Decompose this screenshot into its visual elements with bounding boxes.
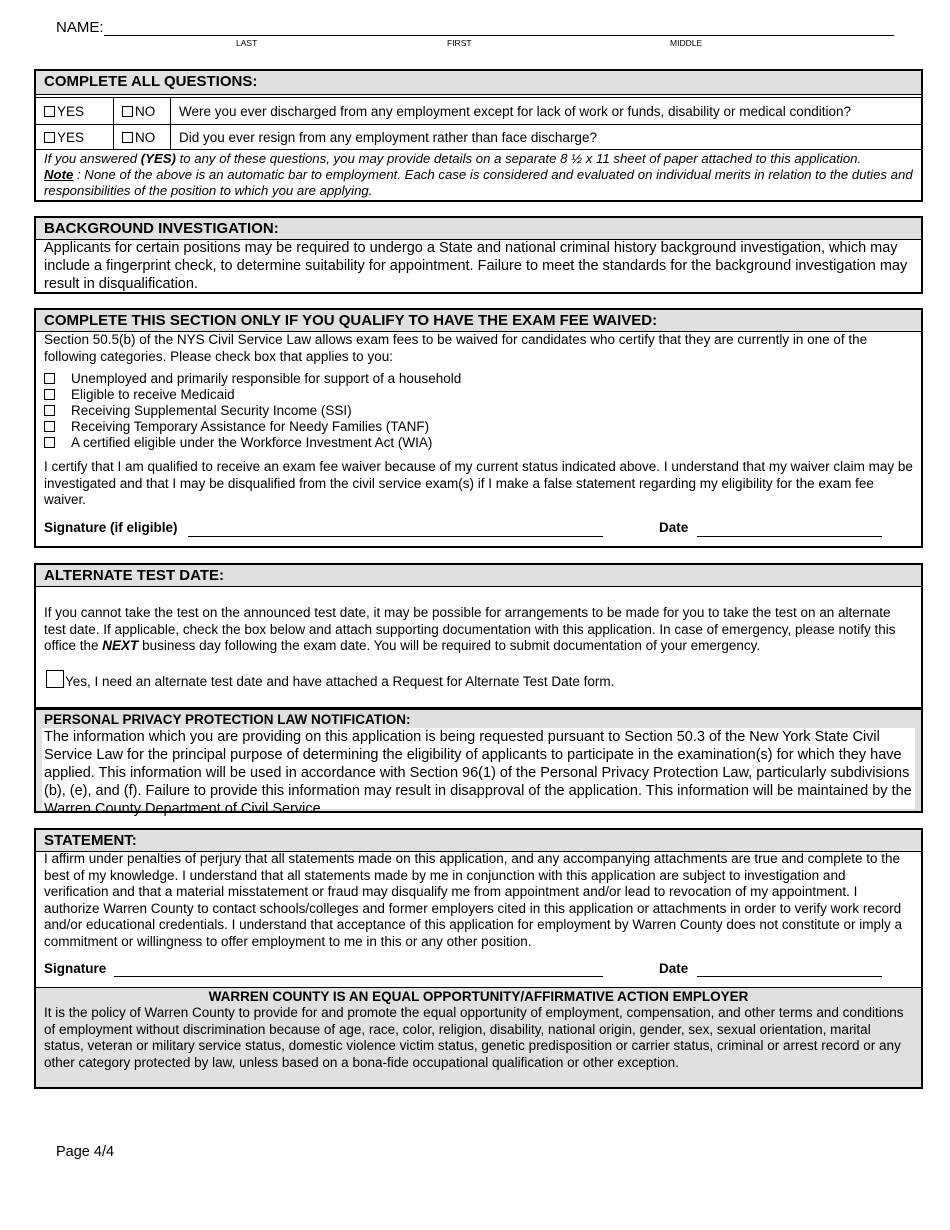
eeo-text: It is the policy of Warren County to provide for and promote the equal opportunity of employment, compensation, and other terms and conditions of employment without discrimination because of age, race, color, religion, disability, national origin, gender, sex, sexual orientation, marital status, veteran or military service status, domestic violence victim status, genetic predisposition or carrier status, criminal or arrest record or any other category protected by law, unless based on a bona-fide occupational qualification or other exception. (44, 1005, 904, 1070)
fee-signature-label: Signature (if eligible) (44, 520, 178, 535)
q1-no[interactable] (114, 98, 171, 124)
questions-note (44, 151, 915, 199)
q1-yes-checkbox[interactable] (44, 106, 55, 117)
question-row-1 (36, 97, 921, 125)
name-label: NAME: (56, 19, 104, 36)
q2-yes[interactable] (36, 124, 114, 149)
fee-waiver-intro: Section 50.5(b) of the NYS Civil Service Law allows exam fees to be waived for candidates who certify that they are currently in one of the following categories. Please check box that applies to you: (44, 332, 868, 364)
alternate-text-a: If you cannot take the test on the announced test date, it may be possible for arrangements to be made for you to take the test on an alternate test date. If applicable, check the box below and attach supporting documentation with this application. In case of emergency, please notify this office the (44, 605, 896, 653)
category-label: Receiving Temporary Assistance for Needy Families (TANF) (71, 419, 430, 434)
category-label: A certified eligible under the Workforce Investment Act (WIA) (71, 435, 433, 450)
category-item[interactable] (44, 387, 235, 402)
privacy-section (34, 708, 923, 817)
alternate-title: ALTERNATE TEST DATE: (36, 565, 921, 587)
privacy-title: PERSONAL PRIVACY PROTECTION LAW NOTIFICATION: (44, 712, 411, 727)
middle-label: MIDDLE (670, 38, 703, 48)
background-text: Applicants for certain positions may be required to undergo a State and national criminal history background investigation, which may include a fingerprint check, to determine suitability for appointment. Failure to meet the standards for the background investigation may result in disqualification. (44, 240, 908, 292)
alternate-checkbox[interactable] (46, 670, 64, 688)
background-section (34, 216, 923, 294)
category-item[interactable] (44, 403, 352, 418)
q1-no-label: NO (135, 104, 156, 119)
statement-signature-label: Signature (44, 961, 107, 976)
note-part-a: If you answered (44, 151, 141, 166)
note-part-c: to any of these questions, you may provide details on a separate 8 ½ x 11 sheet of paper attached to this application. (175, 151, 862, 166)
category-checkbox[interactable] (44, 389, 55, 400)
question-row-2 (36, 124, 921, 150)
statement-title: STATEMENT: (36, 830, 921, 852)
q1-text: Were you ever discharged from any employment except for lack of work or funds, disability or medical condition? (179, 104, 852, 119)
fee-date-label: Date (659, 520, 689, 535)
page-number: Page 4/4 (56, 1144, 115, 1160)
category-checkbox[interactable] (44, 373, 55, 384)
fee-waiver-certify: I certify that I am qualified to receive an exam fee waiver because of my current status indicated above. I understand that my waiver claim may be investigated and that I may be disqualified from the civil service exam(s) if I make a false statement regarding my eligibility for the exam fee waiver. (44, 459, 913, 507)
category-checkbox[interactable] (44, 405, 55, 416)
statement-date-field[interactable] (697, 976, 882, 977)
fee-waiver-section (34, 308, 923, 548)
fee-signature-field[interactable] (188, 536, 603, 537)
fee-date-field[interactable] (697, 536, 882, 537)
alternate-text (44, 605, 913, 655)
alternate-text-b: business day following the exam date. You will be required to submit documentation of your emergency. (138, 638, 761, 653)
category-checkbox[interactable] (44, 437, 55, 448)
background-title: BACKGROUND INVESTIGATION: (36, 218, 921, 240)
category-item[interactable] (44, 419, 429, 434)
category-label: Receiving Supplemental Security Income (SSI) (71, 403, 352, 418)
alternate-section (34, 563, 923, 709)
fee-waiver-title: COMPLETE THIS SECTION ONLY IF YOU QUALIFY TO HAVE THE EXAM FEE WAIVED: (36, 310, 921, 332)
statement-date-label: Date (659, 961, 689, 976)
category-item[interactable] (44, 435, 432, 450)
last-label: LAST (236, 38, 258, 48)
q2-no[interactable] (114, 124, 171, 149)
alternate-next-bold: NEXT (102, 638, 139, 653)
category-label: Eligible to receive Medicaid (71, 387, 235, 402)
questions-title: COMPLETE ALL QUESTIONS: (36, 71, 921, 95)
privacy-text: The information which you are providing on this application is being requested pursuant to Section 50.3 of the New York State Civil Service Law for the principal purpose of determining the eligibility of applicants to participate in the examination(s) for which they have applied. This information will be used in accordance with Section 96(1) of the Personal Privacy Protection Law, particularly subdivisions (b), (e), and (f). Failure to provide this information may result in disapproval of the application. This information will be maintained by the Warren County Department of Civil Service. (42, 728, 915, 809)
questions-section (34, 69, 923, 202)
q1-yes-label: YES (57, 104, 85, 119)
alternate-checkbox-label: Yes, I need an alternate test date and have attached a Request for Alternate Test Date form. (65, 674, 615, 689)
eeo-title: WARREN COUNTY IS AN EQUAL OPPORTUNITY/AFFIRMATIVE ACTION EMPLOYER (208, 989, 749, 1004)
statement-text: I affirm under penalties of perjury that all statements made on this application, and any accompanying attachments are true and complete to the best of my knowledge. I understand that all statements made by me in conjunction with this application are subject to investigation and verification and that a material misstatement or fraud may disqualify me from appointment and/or lead to revocation of my appointment. I authorize Warren County to contact schools/colleges and former employers cited in this application or attachments in order to verify work record and/or educational credentials. I understand that acceptance of this application for employment by Warren County does not constitute or imply a commitment or willingness to offer employment to me in this or any other position. (44, 851, 902, 949)
eeo-block (36, 987, 921, 1087)
category-item[interactable] (44, 371, 461, 386)
category-label: Unemployed and primarily responsible for support of a household (71, 371, 462, 386)
q1-yes[interactable] (36, 98, 114, 124)
note-text: : None of the above is an automatic bar to employment. Each case is considered and evaluated on individual merits in relation to the duties and responsibilities of the position to which you are applying. (44, 167, 913, 198)
q2-no-label: NO (135, 130, 156, 145)
note-yes-bold: (YES) (140, 151, 176, 166)
statement-section (34, 828, 923, 1089)
category-checkbox[interactable] (44, 421, 55, 432)
first-label: FIRST (447, 38, 472, 48)
q1-no-checkbox[interactable] (122, 106, 133, 117)
q2-text: Did you ever resign from any employment rather than face discharge? (179, 130, 597, 145)
name-field[interactable] (104, 35, 894, 36)
q2-yes-checkbox[interactable] (44, 132, 55, 143)
q2-yes-label: YES (57, 130, 85, 145)
q2-no-checkbox[interactable] (122, 132, 133, 143)
note-label: Note (44, 167, 74, 182)
statement-signature-field[interactable] (114, 976, 603, 977)
